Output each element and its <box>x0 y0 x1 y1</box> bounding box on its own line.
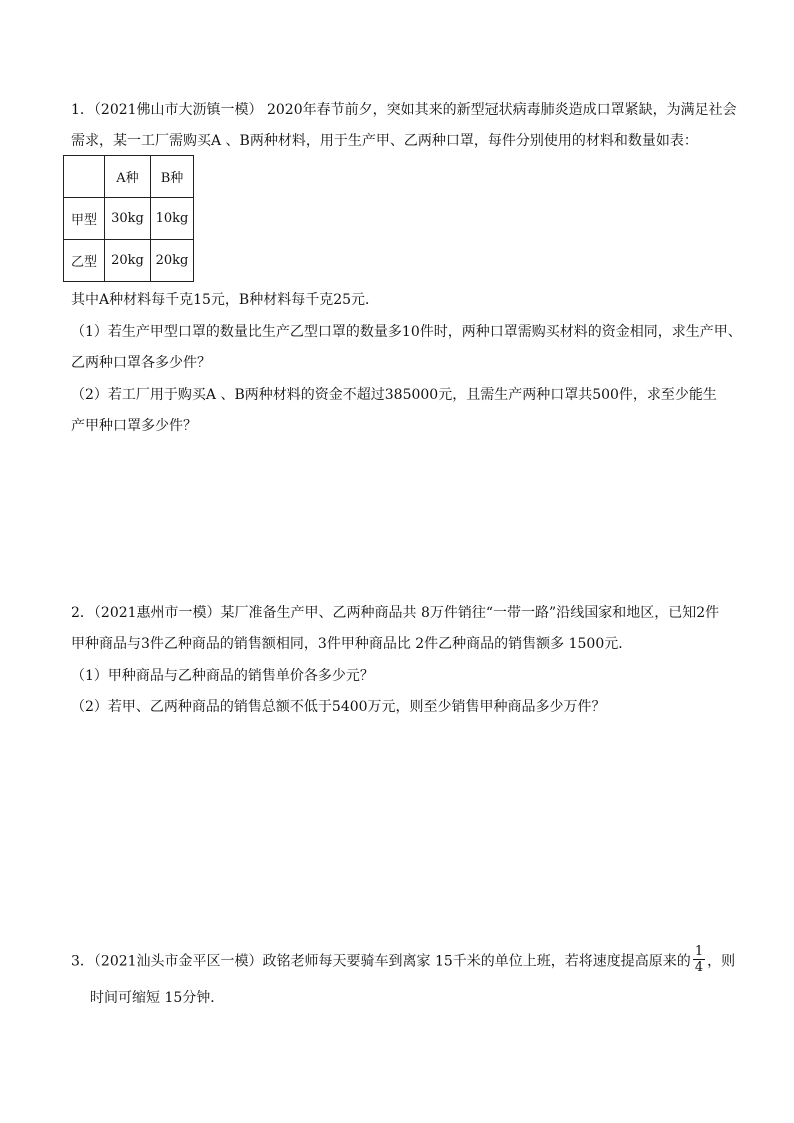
q1-prices: 其中A种材料每千克15元，B种材料每千克25元． <box>71 292 380 308</box>
table-cell: 20kg <box>151 240 194 282</box>
q1-stem-line1: 1．（2021佛山市大沥镇一模） 2020年春节前夕，突如其来的新型冠状病毒肺炎造成口罩紧缺，为满足社会 <box>71 102 737 118</box>
table-row <box>64 198 194 240</box>
q2-part1: （1）甲种商品与乙种商品的销售单价各多少元？ <box>71 668 374 684</box>
material-table <box>63 155 194 282</box>
table-cell: 20kg <box>105 240 151 282</box>
table-cell: 10kg <box>151 198 194 240</box>
q1-part1-line1: （1）若生产甲型口罩的数量比生产乙型口罩的数量多10件时，两种口罩需购买材料的资金相同，求生产甲、 <box>71 324 742 340</box>
fraction <box>693 944 705 975</box>
q3-stem-line2: 时间可缩短 15分钟． <box>90 990 225 1006</box>
table-row <box>64 240 194 282</box>
q3-stem-tail: ，则 <box>707 953 736 970</box>
q1-part2-line2: 产甲种口罩多少件？ <box>71 418 197 434</box>
table-cell: A种 <box>105 156 151 198</box>
table-cell: 甲型 <box>64 198 105 240</box>
table-header-row <box>64 156 194 198</box>
q1-stem-line2: 需求，某一工厂需购买A 、B两种材料，用于生产甲、乙两种口罩，每件分别使用的材料和数量如表： <box>71 133 698 149</box>
table-cell: 30kg <box>105 198 151 240</box>
q1-part1-line2: 乙两种口罩各多少件？ <box>71 355 211 371</box>
q2-part2: （2）若甲、乙两种商品的销售总额不低于5400万元，则至少销售甲种商品多少万件？ <box>71 699 606 715</box>
q3-stem-text: 3．（2021汕头市金平区一模）政铭老师每天要骑车到离家 15千米的单位上班，若将速度提高原来的 <box>71 953 691 970</box>
q2-stem-line2: 甲种商品与3件乙种商品的销售额相同，3件甲种商品比 2件乙种商品的销售额多 1500元． <box>71 636 633 652</box>
q2-stem-line1: 2．（2021惠州市一模）某厂准备生产甲、乙两种商品共 8万件销往“一带一路”沿线国家和地区，已知2件 <box>71 605 720 621</box>
table-cell: 乙型 <box>64 240 105 282</box>
q1-part2-line1: （2）若工厂用于购买A 、B两种材料的资金不超过385000元，且需生产两种口罩共500件，求至少能生 <box>71 387 717 403</box>
fraction-numerator: 1 <box>694 944 704 959</box>
table-cell <box>64 156 105 198</box>
q3-stem-line1 <box>71 946 735 977</box>
fraction-denominator: 4 <box>694 960 704 975</box>
table-cell: B种 <box>151 156 194 198</box>
